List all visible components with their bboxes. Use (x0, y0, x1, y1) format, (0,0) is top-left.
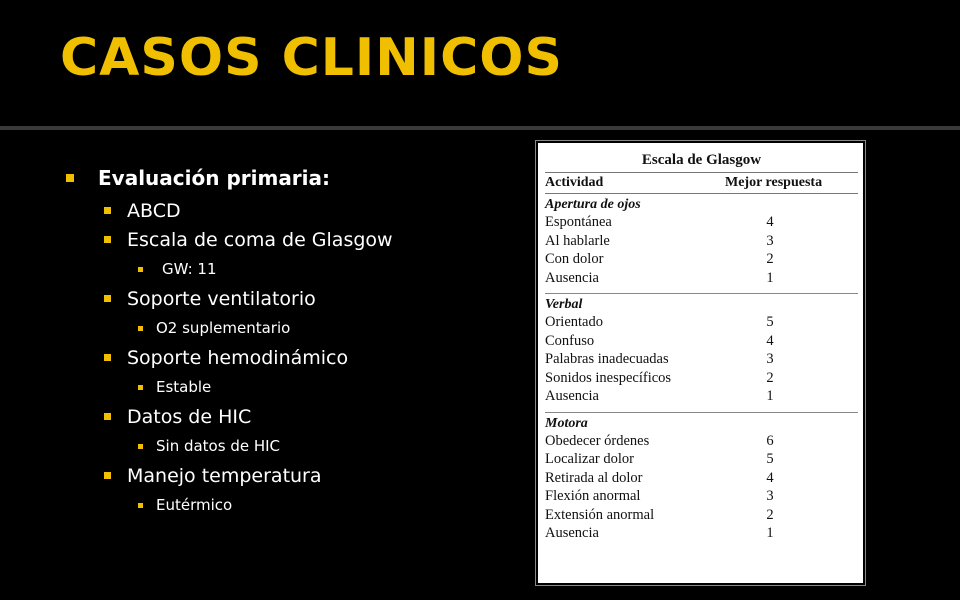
section-motor (545, 413, 858, 549)
row-label: Flexión anormal (545, 488, 641, 504)
square-bullet-icon (138, 326, 143, 331)
square-bullet-icon (104, 472, 111, 479)
item-label: Escala de coma de Glasgow (127, 228, 393, 251)
row-score: 1 (766, 269, 774, 286)
table-row (545, 369, 858, 388)
table-row (545, 387, 858, 406)
table-row (545, 506, 858, 525)
item-label: Soporte hemodinámico (127, 346, 349, 369)
glasgow-table-image (536, 141, 865, 585)
item-label: Soporte ventilatorio (127, 287, 316, 310)
row-label: Orientado (545, 314, 603, 330)
square-bullet-icon (104, 354, 111, 361)
square-bullet-icon (104, 236, 111, 243)
slide-title: CASOS CLINICOS (60, 28, 563, 88)
title-bar (0, 0, 960, 126)
row-label: Al hablarle (545, 232, 610, 249)
row-score: 2 (766, 506, 774, 523)
row-label: Palabras inadecuadas (545, 351, 669, 367)
section-title: Apertura de ojos (545, 197, 641, 212)
table-row (545, 450, 858, 469)
row-label: Localizar dolor (545, 451, 634, 467)
square-bullet-icon (104, 295, 111, 302)
section-verbal (545, 294, 858, 413)
section-title: Motora (545, 415, 588, 431)
row-label: Confuso (545, 332, 595, 349)
square-bullet-icon (138, 385, 143, 390)
glasgow-header-row (545, 173, 858, 194)
row-label: Obedecer órdenes (545, 432, 650, 449)
bullet-item (66, 196, 506, 225)
row-label: Ausencia (545, 269, 599, 286)
subitem-label: Sin datos de HIC (156, 437, 281, 455)
table-row (545, 469, 858, 488)
row-score: 3 (766, 488, 774, 504)
square-bullet-icon (66, 174, 74, 182)
bullet-item (66, 284, 506, 313)
table-row (545, 313, 858, 332)
bullet-subitem (66, 313, 506, 343)
col-activity: Actividad (545, 175, 604, 190)
row-score: 4 (766, 332, 774, 349)
row-score: 2 (766, 251, 774, 267)
subitem-label: GW: 11 (162, 260, 217, 278)
row-label: Retirada al dolor (545, 469, 643, 486)
square-bullet-icon (138, 503, 143, 508)
row-score: 1 (766, 388, 774, 404)
section-eyes (545, 194, 858, 294)
heading-text: Evaluación primaria: (98, 166, 331, 190)
row-label: Ausencia (545, 388, 599, 404)
bullet-subitem (66, 372, 506, 402)
col-response: Mejor respuesta (725, 175, 823, 190)
table-row (545, 269, 858, 288)
square-bullet-icon (104, 413, 111, 420)
row-score: 5 (766, 314, 774, 330)
bullet-subitem (66, 431, 506, 461)
table-row (545, 487, 858, 506)
bullet-list (66, 162, 506, 520)
item-label: Manejo temperatura (127, 464, 322, 487)
row-score: 4 (766, 469, 774, 486)
table-row (545, 432, 858, 451)
bullet-item (66, 225, 506, 254)
row-label: Con dolor (545, 251, 604, 267)
table-row (545, 350, 858, 369)
bullet-item (66, 461, 506, 490)
item-label: ABCD (127, 199, 181, 222)
item-label: Datos de HIC (127, 405, 252, 428)
row-score: 4 (766, 214, 774, 230)
section-title: Verbal (545, 297, 583, 312)
row-score: 2 (766, 369, 774, 386)
subitem-label: Estable (156, 378, 212, 396)
glasgow-table (545, 150, 858, 578)
bullet-item (66, 402, 506, 431)
row-label: Espontánea (545, 214, 612, 230)
row-score: 6 (766, 432, 774, 449)
bullet-item (66, 343, 506, 372)
bullet-subitem (66, 490, 506, 520)
square-bullet-icon (104, 207, 111, 214)
row-score: 1 (766, 525, 774, 541)
square-bullet-icon (138, 267, 143, 272)
glasgow-title: Escala de Glasgow (545, 150, 858, 173)
subitem-label: O2 suplementario (156, 319, 291, 337)
row-score: 3 (766, 232, 774, 249)
row-label: Ausencia (545, 525, 599, 541)
subitem-label: Eutérmico (156, 496, 233, 514)
table-row (545, 213, 858, 232)
row-score: 3 (766, 351, 774, 367)
square-bullet-icon (138, 444, 143, 449)
bullet-subitem (66, 254, 506, 284)
table-row (545, 250, 858, 269)
bullet-heading (66, 162, 506, 194)
row-label: Extensión anormal (545, 506, 655, 523)
table-row (545, 232, 858, 251)
row-label: Sonidos inespecíficos (545, 369, 672, 386)
row-score: 5 (766, 451, 774, 467)
table-row (545, 524, 858, 543)
table-row (545, 332, 858, 351)
